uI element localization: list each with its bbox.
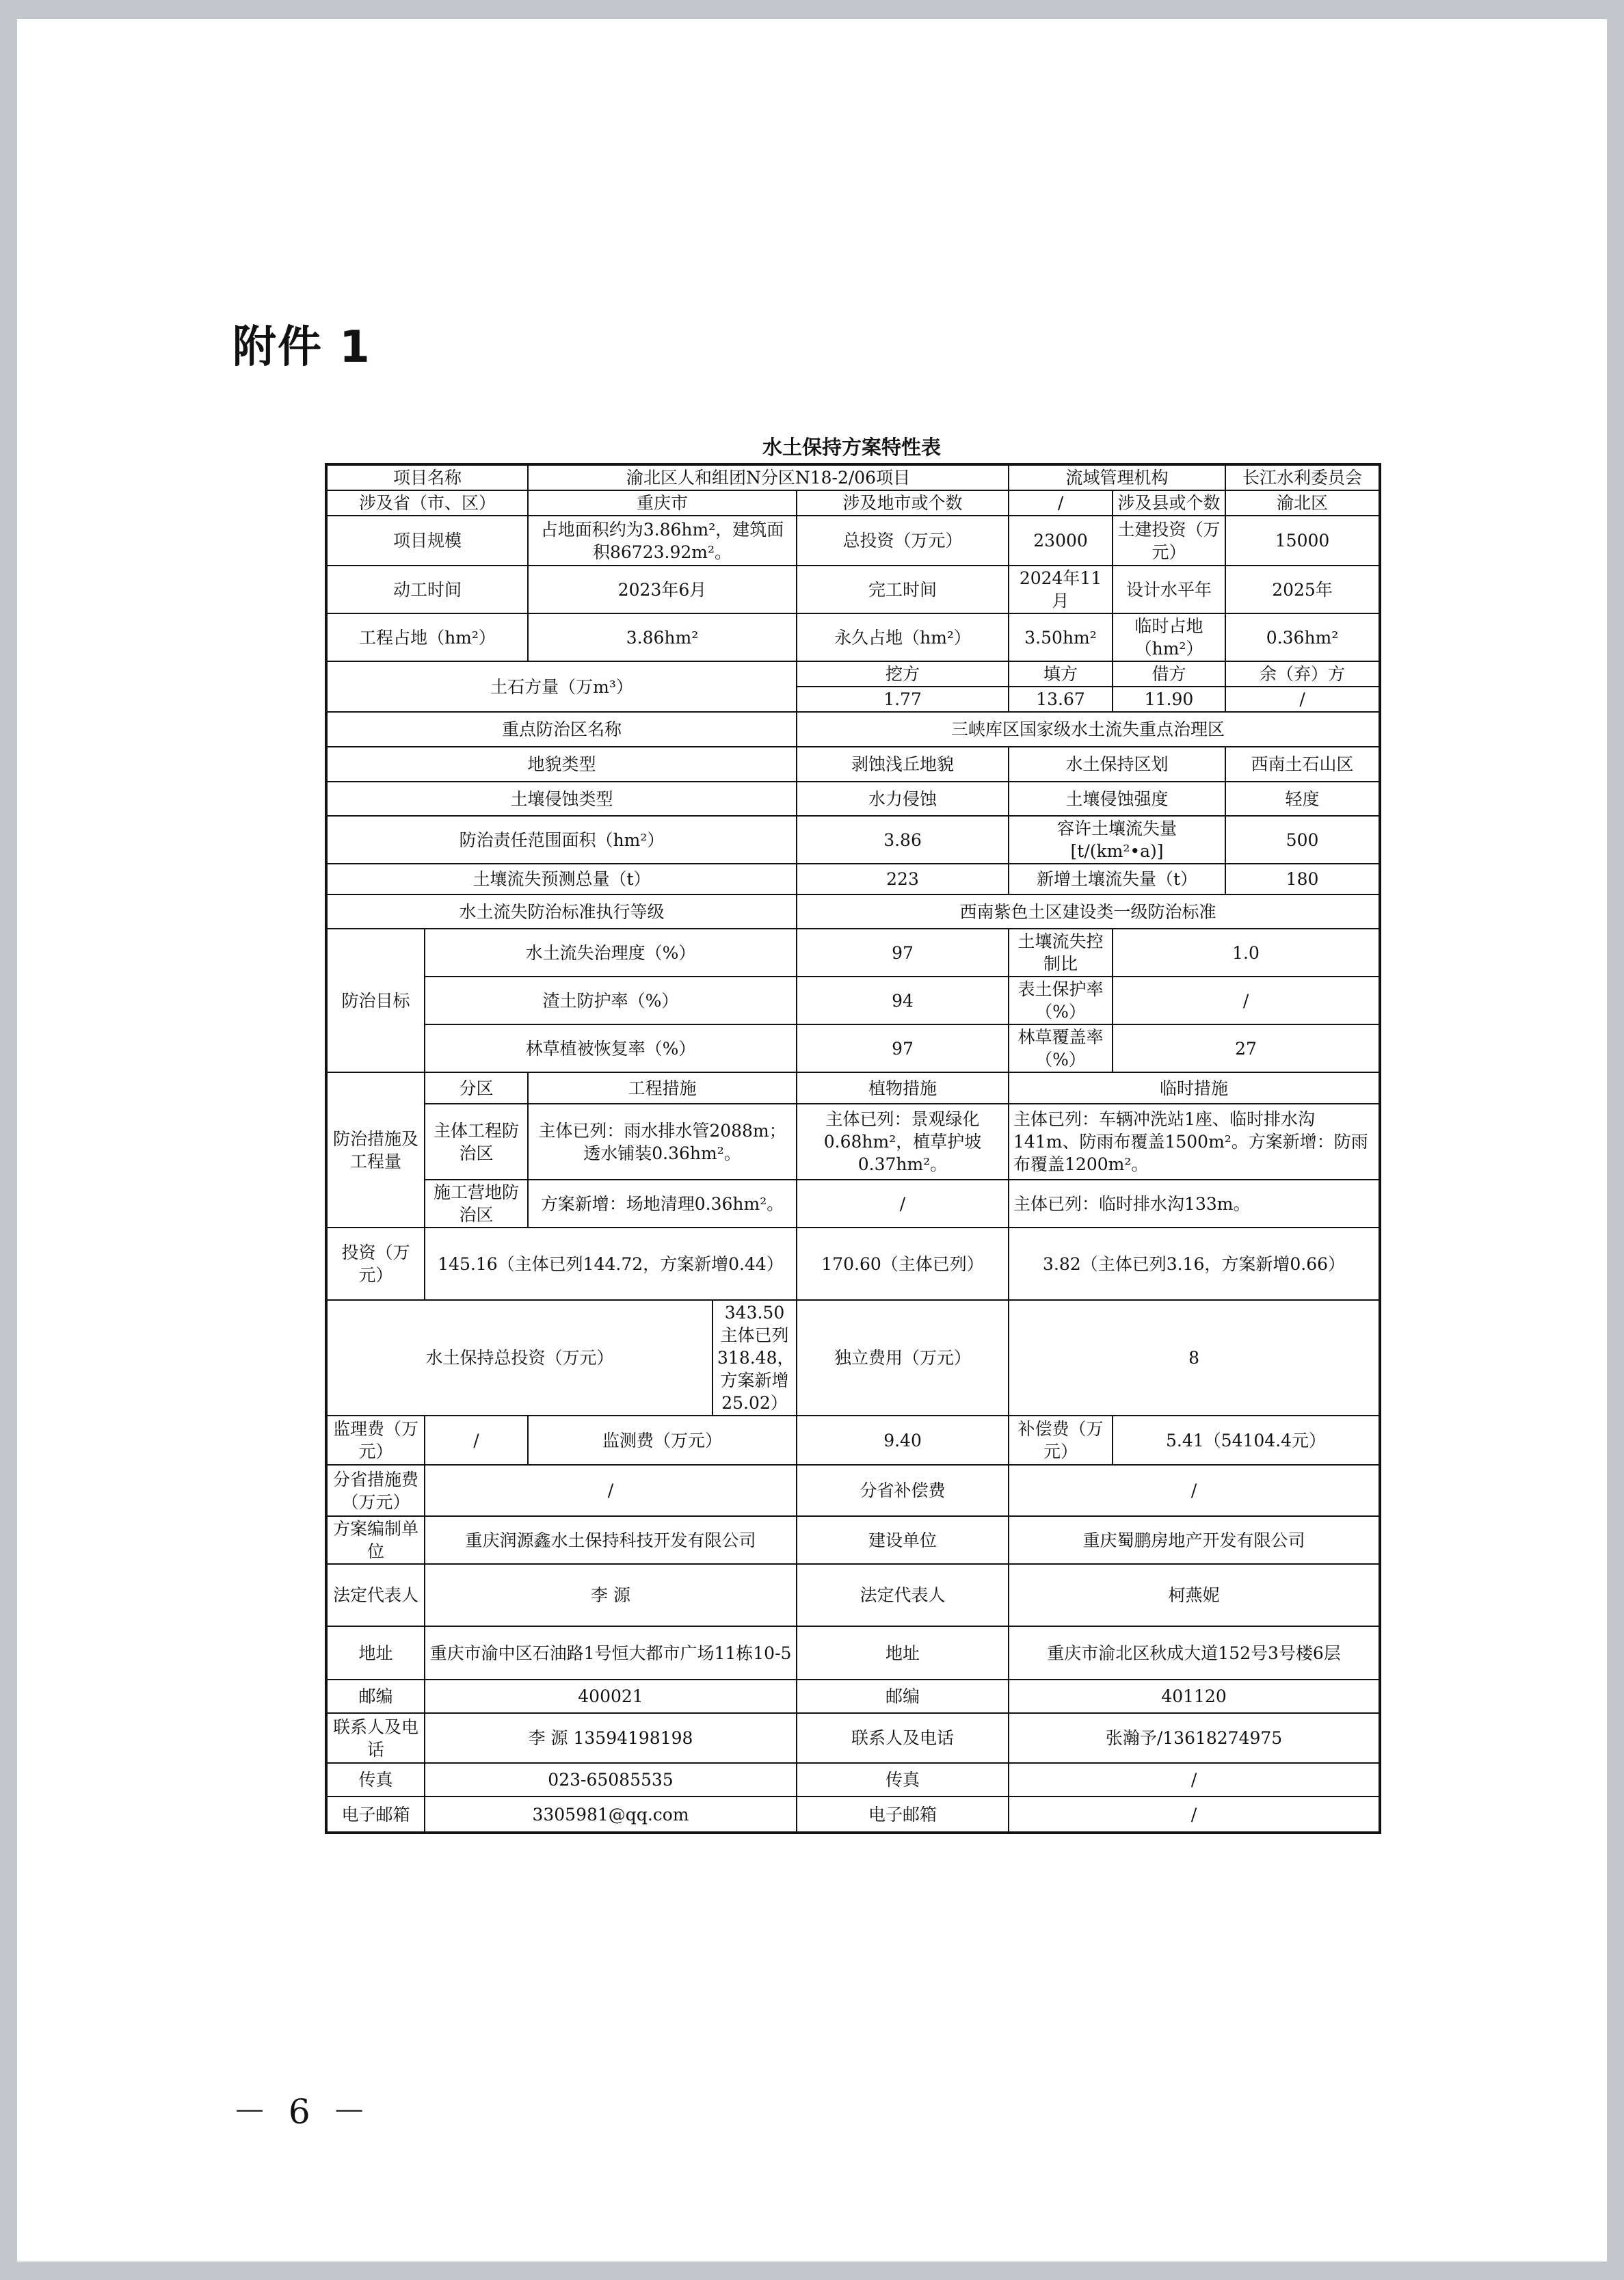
- target-value: 94: [797, 977, 1009, 1024]
- basin-agency-label: 流域管理机构: [1009, 464, 1225, 490]
- target-label: 表土保护率（%）: [1009, 977, 1113, 1024]
- measures-label: 防治措施及工程量: [326, 1072, 425, 1228]
- legal-rep-label: 法定代表人: [797, 1564, 1009, 1626]
- supervision-fee-label: 监理费（万元）: [326, 1416, 425, 1465]
- end-time-label: 完工时间: [797, 566, 1009, 613]
- legal-rep-value: 柯燕妮: [1009, 1564, 1380, 1626]
- measures-plant-header: 植物措施: [797, 1072, 1009, 1104]
- fax-label: 传真: [326, 1763, 425, 1797]
- start-time-value: 2023年6月: [528, 566, 797, 613]
- independent-fee-label: 独立费用（万元）: [797, 1300, 1009, 1416]
- new-loss-label: 新增土壤流失量（t）: [1009, 864, 1225, 894]
- targets-label: 防治目标: [326, 929, 425, 1072]
- measures-temp: 主体已列：车辆冲洗站1座、临时排水沟141m、防雨布覆盖1500m²。方案新增：防雨布覆盖1200m²。: [1009, 1104, 1380, 1180]
- city-count-value: /: [1009, 490, 1113, 516]
- contact-value: 张瀚予/13618274975: [1009, 1713, 1380, 1763]
- compiler-unit-label: 方案编制单位: [326, 1516, 425, 1564]
- civil-invest-label: 土建投资（万元）: [1113, 516, 1225, 566]
- new-loss-value: 180: [1225, 864, 1380, 894]
- target-value: /: [1113, 977, 1380, 1024]
- standard-value: 西南紫色土区建设类一级防治标准: [797, 894, 1380, 929]
- land-temporary-value: 0.36hm²: [1225, 613, 1380, 661]
- target-label: 渣土防护率（%）: [425, 977, 797, 1024]
- email-value: 3305981@qq.com: [425, 1797, 797, 1833]
- monitoring-fee-label: 监测费（万元）: [528, 1416, 797, 1465]
- builder-unit-value: 重庆蜀鹏房地产开发有限公司: [1009, 1516, 1380, 1564]
- predicted-loss-value: 223: [797, 864, 1009, 894]
- prov-measure-fee-label: 分省措施费（万元）: [326, 1465, 425, 1516]
- measures-zone: 主体工程防治区: [425, 1104, 528, 1180]
- land-permanent-value: 3.50hm²: [1009, 613, 1113, 661]
- allowed-loss-value: 500: [1225, 816, 1380, 864]
- address-value: 重庆市渝中区石油路1号恒大都市广场11栋10-5: [425, 1626, 797, 1680]
- scale-label: 项目规模: [326, 516, 528, 566]
- county-count-label: 涉及县或个数: [1113, 490, 1225, 516]
- total-invest-label: 总投资（万元）: [797, 516, 1009, 566]
- start-time-label: 动工时间: [326, 566, 528, 613]
- measures-eng: 主体已列：雨水排水管2088m；透水铺装0.36hm²。: [528, 1104, 797, 1180]
- investment-plant: 170.60（主体已列）: [797, 1228, 1009, 1300]
- earthwork-fill-header: 填方: [1009, 661, 1113, 687]
- soil-region-label: 水土保持区划: [1009, 747, 1225, 782]
- compensation-fee-label: 补偿费（万元）: [1009, 1416, 1113, 1465]
- landform-label: 地貌类型: [326, 747, 797, 782]
- email-label: 电子邮箱: [797, 1797, 1009, 1833]
- target-label: 林草植被恢复率（%）: [425, 1024, 797, 1072]
- land-permanent-label: 永久占地（hm²）: [797, 613, 1009, 661]
- monitoring-fee-value: 9.40: [797, 1416, 1009, 1465]
- total-invest-value: 23000: [1009, 516, 1113, 566]
- design-year-value: 2025年: [1225, 566, 1380, 613]
- zip-value: 400021: [425, 1680, 797, 1713]
- investment-label: 投资（万元）: [326, 1228, 425, 1300]
- target-label: 土壤流失控制比: [1009, 929, 1113, 977]
- resp-area-value: 3.86: [797, 816, 1009, 864]
- landform-value: 剥蚀浅丘地貌: [797, 747, 1009, 782]
- investment-eng: 145.16（主体已列144.72，方案新增0.44）: [425, 1228, 797, 1300]
- end-time-value: 2024年11月: [1009, 566, 1113, 613]
- measures-zone: 施工营地防治区: [425, 1180, 528, 1228]
- table-caption: 水土保持方案特性表: [762, 436, 941, 459]
- address-label: 地址: [326, 1626, 425, 1680]
- prov-compensation-value: /: [1009, 1465, 1380, 1516]
- key-zone-label: 重点防治区名称: [326, 712, 797, 747]
- target-value: 97: [797, 929, 1009, 977]
- measures-eng-header: 工程措施: [528, 1072, 797, 1104]
- earthwork-label: 土石方量（万m³）: [326, 661, 797, 712]
- email-value: /: [1009, 1797, 1380, 1833]
- design-year-label: 设计水平年: [1113, 566, 1225, 613]
- measures-temp-header: 临时措施: [1009, 1072, 1380, 1104]
- soil-conservation-spec-table: [325, 463, 1381, 1834]
- measures-plant: 主体已列：景观绿化0.68hm²，植草护坡0.37hm²。: [797, 1104, 1009, 1180]
- earthwork-dig-value: 1.77: [797, 687, 1009, 712]
- investment-temp: 3.82（主体已列3.16，方案新增0.66）: [1009, 1228, 1380, 1300]
- target-label: 水土流失治理度（%）: [425, 929, 797, 977]
- county-count-value: 渝北区: [1225, 490, 1380, 516]
- earthwork-waste-header: 余（弃）方: [1225, 661, 1380, 687]
- fax-label: 传真: [797, 1763, 1009, 1797]
- contact-label: 联系人及电话: [326, 1713, 425, 1763]
- project-name-value: 渝北区人和组团N分区N18-2/06项目: [528, 464, 1009, 490]
- measures-eng: 方案新增：场地清理0.36hm²。: [528, 1180, 797, 1228]
- page-number: － 6 －: [232, 2092, 372, 2132]
- attachment-title: 附件 1: [232, 322, 371, 373]
- resp-area-label: 防治责任范围面积（hm²）: [326, 816, 797, 864]
- earthwork-borrow-value: 11.90: [1113, 687, 1225, 712]
- scale-value: 占地面积约为3.86hm²，建筑面积86723.92m²。: [528, 516, 797, 566]
- prov-measure-fee-value: /: [425, 1465, 797, 1516]
- soil-region-value: 西南土石山区: [1225, 747, 1380, 782]
- independent-fee-value: 8: [1009, 1300, 1380, 1416]
- builder-unit-label: 建设单位: [797, 1516, 1009, 1564]
- measures-plant: /: [797, 1180, 1009, 1228]
- zip-value: 401120: [1009, 1680, 1380, 1713]
- address-value: 重庆市渝北区秋成大道152号3号楼6层: [1009, 1626, 1380, 1680]
- supervision-fee-value: /: [425, 1416, 528, 1465]
- total-soil-invest-label: 水土保持总投资（万元）: [326, 1300, 713, 1416]
- predicted-loss-label: 土壤流失预测总量（t）: [326, 864, 797, 894]
- legal-rep-label: 法定代表人: [326, 1564, 425, 1626]
- earthwork-borrow-header: 借方: [1113, 661, 1225, 687]
- land-total-value: 3.86hm²: [528, 613, 797, 661]
- measures-zone-header: 分区: [425, 1072, 528, 1104]
- measures-temp: 主体已列：临时排水沟133m。: [1009, 1180, 1380, 1228]
- contact-value: 李 源 13594198198: [425, 1713, 797, 1763]
- erosion-intensity-label: 土壤侵蚀强度: [1009, 782, 1225, 816]
- compensation-fee-value: 5.41（54104.4元）: [1113, 1416, 1380, 1465]
- province-value: 重庆市: [528, 490, 797, 516]
- city-count-label: 涉及地市或个数: [797, 490, 1009, 516]
- target-value: 97: [797, 1024, 1009, 1072]
- address-label: 地址: [797, 1626, 1009, 1680]
- legal-rep-value: 李 源: [425, 1564, 797, 1626]
- erosion-type-label: 土壤侵蚀类型: [326, 782, 797, 816]
- fax-value: /: [1009, 1763, 1380, 1797]
- prov-compensation-label: 分省补偿费: [797, 1465, 1009, 1516]
- compiler-unit-value: 重庆润源鑫水土保持科技开发有限公司: [425, 1516, 797, 1564]
- civil-invest-value: 15000: [1225, 516, 1380, 566]
- target-value: 1.0: [1113, 929, 1380, 977]
- basin-agency-value: 长江水利委员会: [1225, 464, 1380, 490]
- allowed-loss-label: 容许土壤流失量[t/(km²•a)]: [1009, 816, 1225, 864]
- province-label: 涉及省（市、区）: [326, 490, 528, 516]
- earthwork-fill-value: 13.67: [1009, 687, 1113, 712]
- key-zone-value: 三峡库区国家级水土流失重点治理区: [797, 712, 1380, 747]
- erosion-intensity-value: 轻度: [1225, 782, 1380, 816]
- target-value: 27: [1113, 1024, 1380, 1072]
- land-total-label: 工程占地（hm²）: [326, 613, 528, 661]
- zip-label: 邮编: [797, 1680, 1009, 1713]
- zip-label: 邮编: [326, 1680, 425, 1713]
- earthwork-dig-header: 挖方: [797, 661, 1009, 687]
- earthwork-waste-value: /: [1225, 687, 1380, 712]
- standard-label: 水土流失防治标准执行等级: [326, 894, 797, 929]
- contact-label: 联系人及电话: [797, 1713, 1009, 1763]
- project-name-label: 项目名称: [326, 464, 528, 490]
- land-temporary-label: 临时占地（hm²）: [1113, 613, 1225, 661]
- target-label: 林草覆盖率（%）: [1009, 1024, 1113, 1072]
- erosion-type-value: 水力侵蚀: [797, 782, 1009, 816]
- total-soil-invest-value: 343.50主体已列318.48，方案新增25.02）: [713, 1300, 797, 1416]
- fax-value: 023-65085535: [425, 1763, 797, 1797]
- email-label: 电子邮箱: [326, 1797, 425, 1833]
